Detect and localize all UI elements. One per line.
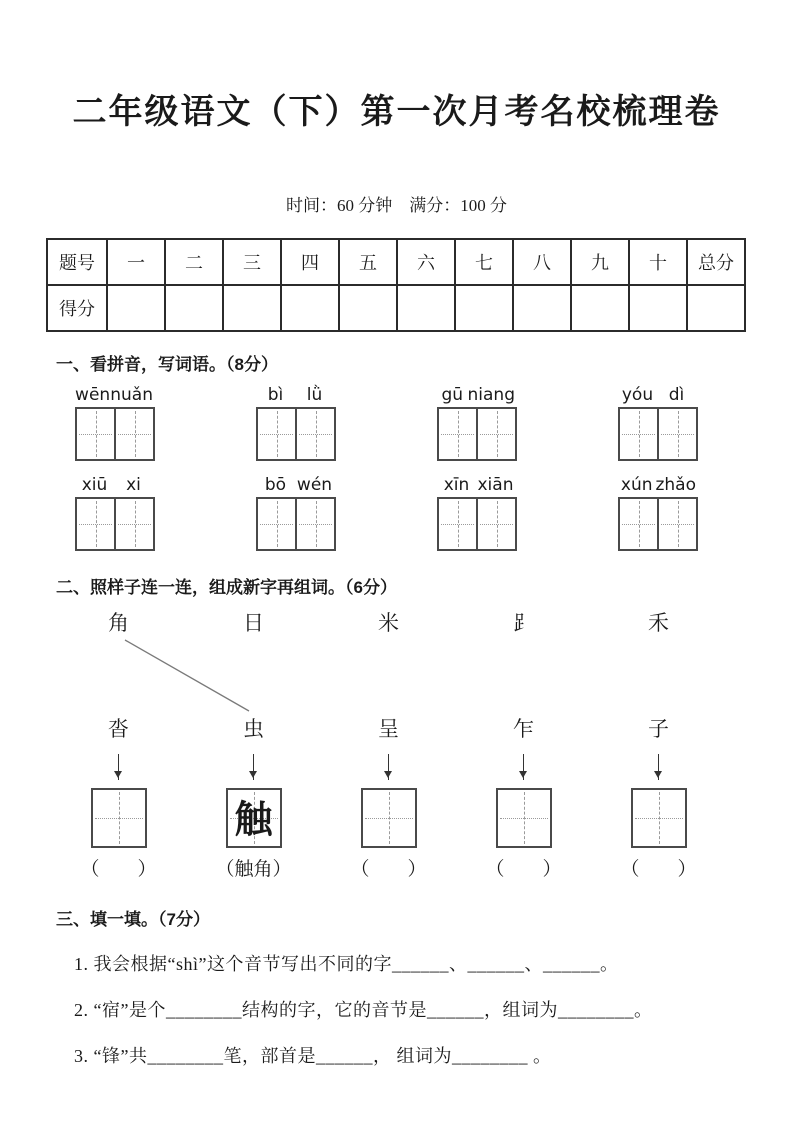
writing-box [75, 497, 155, 551]
answer-box-row [51, 780, 747, 848]
pinyin-syllable: gū [441, 384, 464, 405]
score-table-header-cell: 一 [107, 239, 165, 285]
writing-cell [258, 409, 295, 459]
score-cell [687, 285, 745, 331]
writing-box [256, 497, 336, 551]
score-cell [513, 285, 571, 331]
connect-bottom-char: 乍 [513, 716, 534, 741]
score-table-header-cell: 三 [223, 239, 281, 285]
score-table-header-cell: 九 [571, 239, 629, 285]
writing-cell [295, 409, 334, 459]
pinyin-syllable: nuǎn [110, 384, 153, 405]
down-arrow-icon [388, 754, 389, 780]
writing-cell [77, 409, 114, 459]
pinyin-label [437, 475, 515, 495]
pinyin-syllable: bō [264, 474, 287, 495]
writing-cell [114, 409, 153, 459]
pinyin-group [75, 475, 153, 551]
connect-area [51, 638, 726, 714]
answer-paren: （ ） [620, 858, 697, 880]
answer-box [631, 788, 687, 848]
connect-top-row [51, 608, 747, 638]
score-cell [455, 285, 513, 331]
score-table-header-cell: 总分 [687, 239, 745, 285]
answer-paren: （ ） [80, 858, 157, 880]
score-table-header-cell: 四 [281, 239, 339, 285]
pinyin-syllable: wén [296, 474, 333, 495]
connect-top-char: 角 [108, 610, 129, 635]
score-row-label: 得分 [47, 285, 107, 331]
score-cell [571, 285, 629, 331]
score-cell [397, 285, 455, 331]
connect-top-char: 禾 [648, 610, 669, 635]
connect-bottom-row [51, 714, 747, 744]
writing-box [437, 407, 517, 461]
down-arrow-icon [658, 754, 659, 780]
score-table-header-cell: 七 [455, 239, 513, 285]
answer-paren: （ ） [485, 858, 562, 880]
pinyin-syllable: xīn [443, 474, 470, 495]
fill-item-3: 3. “锋”共________笔，部首是______， 组词为________ 。 [74, 1045, 552, 1066]
pinyin-syllable: xi [126, 474, 141, 495]
writing-cell [77, 499, 114, 549]
writing-box [618, 407, 698, 461]
section1-heading: 一、看拼音，写词语。（8分） [56, 354, 278, 374]
pinyin-syllable: dì [668, 384, 685, 405]
answer-box [91, 788, 147, 848]
pinyin-syllable: zhǎo [655, 474, 696, 495]
pinyin-syllable: xiān [477, 474, 514, 495]
writing-cell [657, 499, 696, 549]
score-table-header-cell: 六 [397, 239, 455, 285]
pinyin-group [618, 475, 696, 551]
score-table-header-cell: 十 [629, 239, 687, 285]
writing-box [437, 497, 517, 551]
pinyin-syllable: lǜ [306, 384, 323, 405]
score-table-score-row [47, 285, 745, 331]
score-table [46, 238, 746, 332]
answer-paren-row [51, 848, 747, 881]
pinyin-syllable: yóu [621, 384, 654, 405]
fill-item-1: 1. 我会根据“shì”这个音节写出不同的字______、______、______。 [74, 953, 619, 974]
score-cell [165, 285, 223, 331]
writing-cell [620, 409, 657, 459]
writing-box [618, 497, 698, 551]
exam-meta-line: 时间：60 分钟 满分：100 分 [286, 195, 507, 215]
pinyin-group [75, 385, 153, 461]
down-arrow-icon [523, 754, 524, 780]
score-cell [339, 285, 397, 331]
example-connect-line [51, 638, 726, 714]
score-table-header-cell: 二 [165, 239, 223, 285]
pinyin-label [256, 475, 334, 495]
connect-bottom-char: 呈 [378, 716, 399, 741]
pinyin-label [437, 385, 515, 405]
answer-box-example [226, 788, 282, 848]
connect-bottom-char: 沓 [108, 716, 129, 741]
writing-cell [657, 409, 696, 459]
score-cell [629, 285, 687, 331]
fill-item-2: 2. “宿”是个________结构的字，它的音节是______，组词为________。 [74, 999, 653, 1020]
connect-bottom-char: 子 [648, 716, 669, 741]
arrow-row [51, 754, 747, 780]
score-table-header-cell: 五 [339, 239, 397, 285]
writing-cell [439, 499, 476, 549]
pinyin-group [256, 475, 334, 551]
writing-cell [620, 499, 657, 549]
pinyin-label [256, 385, 334, 405]
writing-box [256, 407, 336, 461]
answer-paren: （ ） [350, 858, 427, 880]
pinyin-row-2 [75, 475, 747, 551]
writing-cell [439, 409, 476, 459]
pinyin-group [618, 385, 696, 461]
pinyin-label [75, 475, 153, 495]
pinyin-label [618, 475, 696, 495]
writing-cell [258, 499, 295, 549]
pinyin-syllable: xiū [81, 474, 108, 495]
connect-top-char: ⻊ [513, 610, 534, 635]
connect-bottom-char: 虫 [243, 716, 264, 741]
score-cell [107, 285, 165, 331]
writing-box [75, 407, 155, 461]
pinyin-syllable: niang [467, 384, 515, 405]
pinyin-syllable: wēn [75, 384, 111, 405]
answer-box [361, 788, 417, 848]
connect-top-char: 日 [243, 610, 264, 635]
score-table-header-cell: 八 [513, 239, 571, 285]
example-character: 触 [234, 799, 273, 842]
answer-box [496, 788, 552, 848]
down-arrow-icon [118, 754, 119, 780]
page-title: 二年级语文（下）第一次月考名校梳理卷 [72, 93, 721, 131]
pinyin-label [618, 385, 696, 405]
score-cell [223, 285, 281, 331]
score-table-header-cell: 题号 [47, 239, 107, 285]
connect-top-char: 米 [378, 610, 399, 635]
section3-heading: 三、填一填。（7分） [56, 909, 210, 929]
pinyin-syllable: xún [620, 474, 653, 495]
section2-heading: 二、照样子连一连，组成新字再组词。（6分） [56, 577, 397, 597]
writing-cell [476, 499, 515, 549]
score-cell [281, 285, 339, 331]
pinyin-row-1 [75, 385, 747, 461]
writing-cell [114, 499, 153, 549]
pinyin-group [437, 475, 515, 551]
writing-cell [295, 499, 334, 549]
writing-cell [476, 409, 515, 459]
answer-paren-example: （触角） [215, 858, 292, 880]
down-arrow-icon [253, 754, 254, 780]
pinyin-label [75, 385, 153, 405]
pinyin-syllable: bì [267, 384, 284, 405]
pinyin-group [437, 385, 515, 461]
pinyin-group [256, 385, 334, 461]
score-table-header-row [47, 239, 745, 285]
